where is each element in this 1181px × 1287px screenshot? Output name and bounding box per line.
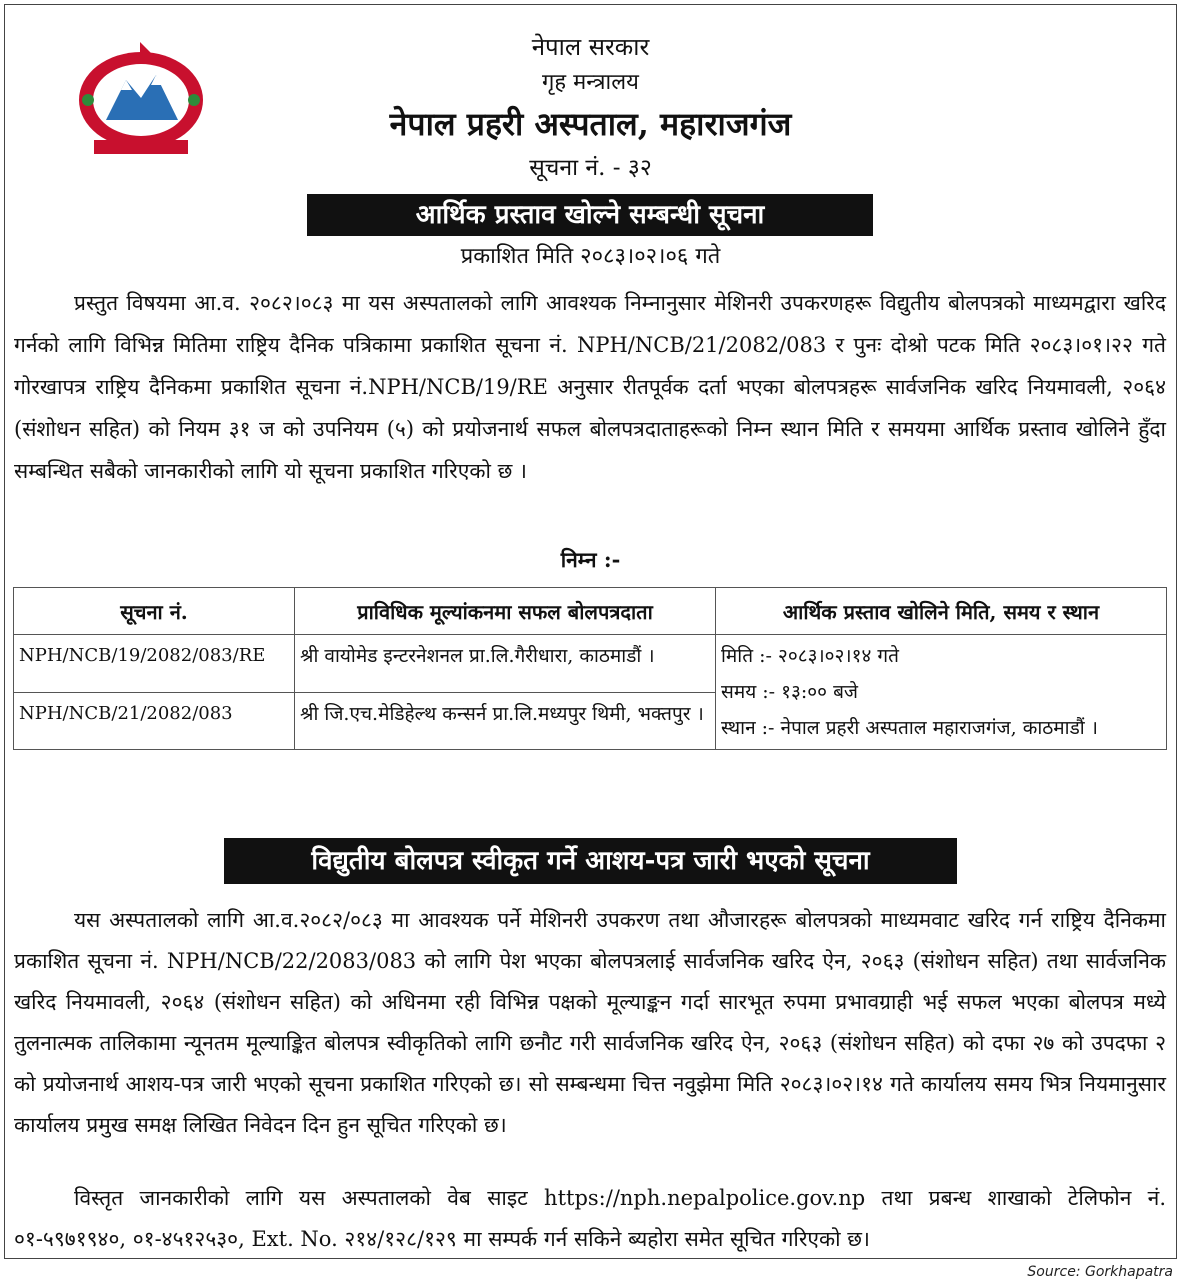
table-header-row — [14, 588, 1167, 635]
table-header: सूचना नं. — [14, 588, 295, 635]
section2-heading: विद्युतीय बोलपत्र स्वीकृत गर्ने आशय-पत्र जारी भएको सूचना — [224, 838, 957, 884]
bidder-cell: श्री वायोमेड इन्टरनेशनल प्रा.लि.गैरीधारा, काठमाडौं । — [295, 635, 716, 693]
opening-cell — [716, 635, 1167, 750]
organization-name: नेपाल प्रहरी अस्पताल, महाराजगंज — [389, 105, 792, 143]
source-credit: Source: Gorkhapatra — [1027, 1264, 1173, 1280]
table-header: प्राविधिक मूल्यांकनमा सफल बोलपत्रदाता — [295, 588, 716, 635]
section1-body: प्रस्तुत विषयमा आ.व. २०८२।०८३ मा यस अस्पतालको लागि आवश्यक निम्नानुसार मेशिनरी उपकरणहरू विद्युतीय बोलपत्रको माध्यमद्वारा खरिद गर्नको लागि विभिन्न मितिमा राष्ट्रिय दैनिक पत्रिकामा प्रकाशित सूचना नं. NPH/NCB/21/2082/083 र पुनः दोश्रो पटक मिति २०८३।०१।२२ गते गोरखापत्र राष्ट्रिय दैनिकमा प्रकाशित सूचना नं.NPH/NCB/19/RE अनुसार रीतपूर्वक दर्ता भएका बोलपत्रहरू सार्वजनिक खरिद नियमावली, २०६४ (संशोधन सहित) को नियम ३१ ज को उपनियम (५) को प्रयोजनार्थ सफल बोलपत्रदाताहरूको निम्न स्थान मिति र समयमा आर्थिक प्रस्ताव खोलिने हुँदा सम्बन्धित सबैको जानकारीको लागि यो सूचना प्रकाशित गरिएको छ । — [14, 291, 1166, 483]
section1-paragraph — [14, 282, 1166, 492]
section1-heading: आर्थिक प्रस्ताव खोल्ने सम्बन्धी सूचना — [307, 194, 873, 236]
section2-paragraph — [14, 900, 1166, 1146]
bid-table — [13, 587, 1167, 750]
section1-subheading: निम्न :- — [560, 547, 621, 572]
opening-time: समय :- १३:०० बजे — [721, 681, 859, 703]
bidder-cell: श्री जि.एच.मेडिहेल्थ कन्सर्न प्रा.लि.मध्यपुर थिमी, भक्तपुर । — [295, 692, 716, 750]
table-header: आर्थिक प्रस्ताव खोलिने मिति, समय र स्थान — [716, 588, 1167, 635]
opening-place: स्थान :- नेपाल प्रहरी अस्पताल महाराजगंज, काठमाडौं । — [721, 717, 1098, 739]
government-name: नेपाल सरकार — [531, 33, 650, 61]
contact-paragraph — [14, 1178, 1166, 1260]
notice-number: सूचना नं. - ३२ — [529, 155, 652, 181]
ministry-name: गृह मन्त्रालय — [542, 70, 639, 95]
published-date: प्रकाशित मिति २०८३।०२।०६ गते — [460, 244, 721, 269]
notice-cell: NPH/NCB/19/2082/083/RE — [14, 635, 295, 693]
table-row — [14, 635, 1167, 693]
section2-body: यस अस्पतालको लागि आ.व.२०८२/०८३ मा आवश्यक पर्ने मेशिनरी उपकरण तथा औजारहरू बोलपत्रको माध्यमवाट खरिद गर्न राष्ट्रिय दैनिकमा प्रकाशित सूचना नं. NPH/NCB/22/2083/083 को लागि पेश भएका बोलपत्रलाई सार्वजनिक खरिद ऐन, २०६३ (संशोधन सहित) तथा सार्वजनिक खरिद नियमावली, २०६४ (संशोधन सहित) को अधिनमा रही विभिन्न पक्षको मूल्याङ्कन गर्दा सारभूत रुपमा प्रभावग्राही भई सफल भएका बोलपत्र मध्ये तुलनात्मक तालिकामा न्यूनतम मूल्याङ्कित बोलपत्र स्वीकृतिको लागि छनौट गरी सार्वजनिक खरिद ऐन, २०६३ (संशोधन सहित) को दफा २७ को उपदफा २ को प्रयोजनार्थ आशय-पत्र जारी भएको सूचना प्रकाशित गरिएको छ। सो सम्बन्धमा चित्त नवुझेमा मिति २०८३।०२।१४ गते कार्यालय समय भित्र नियमानुसार कार्यालय प्रमुख समक्ष लिखित निवेदन दिन हुन सूचित गरिएको छ। — [14, 908, 1166, 1137]
opening-date: मिति :- २०८३।०२।१४ गते — [721, 645, 899, 667]
contact-text: विस्तृत जानकारीको लागि यस अस्पतालको वेब साइट https://nph.nepalpolice.gov.np तथा प्रबन्ध शाखाको टेलिफोन नं. ०१-५९७१९४०, ०१-४५१२५३०, Ext. No. २१४/१२८/१२९ मा सम्पर्क गर्न सकिने ब्यहोरा समेत सूचित गरिएको छ। — [14, 1186, 1166, 1251]
notice-cell: NPH/NCB/21/2082/083 — [14, 692, 295, 750]
